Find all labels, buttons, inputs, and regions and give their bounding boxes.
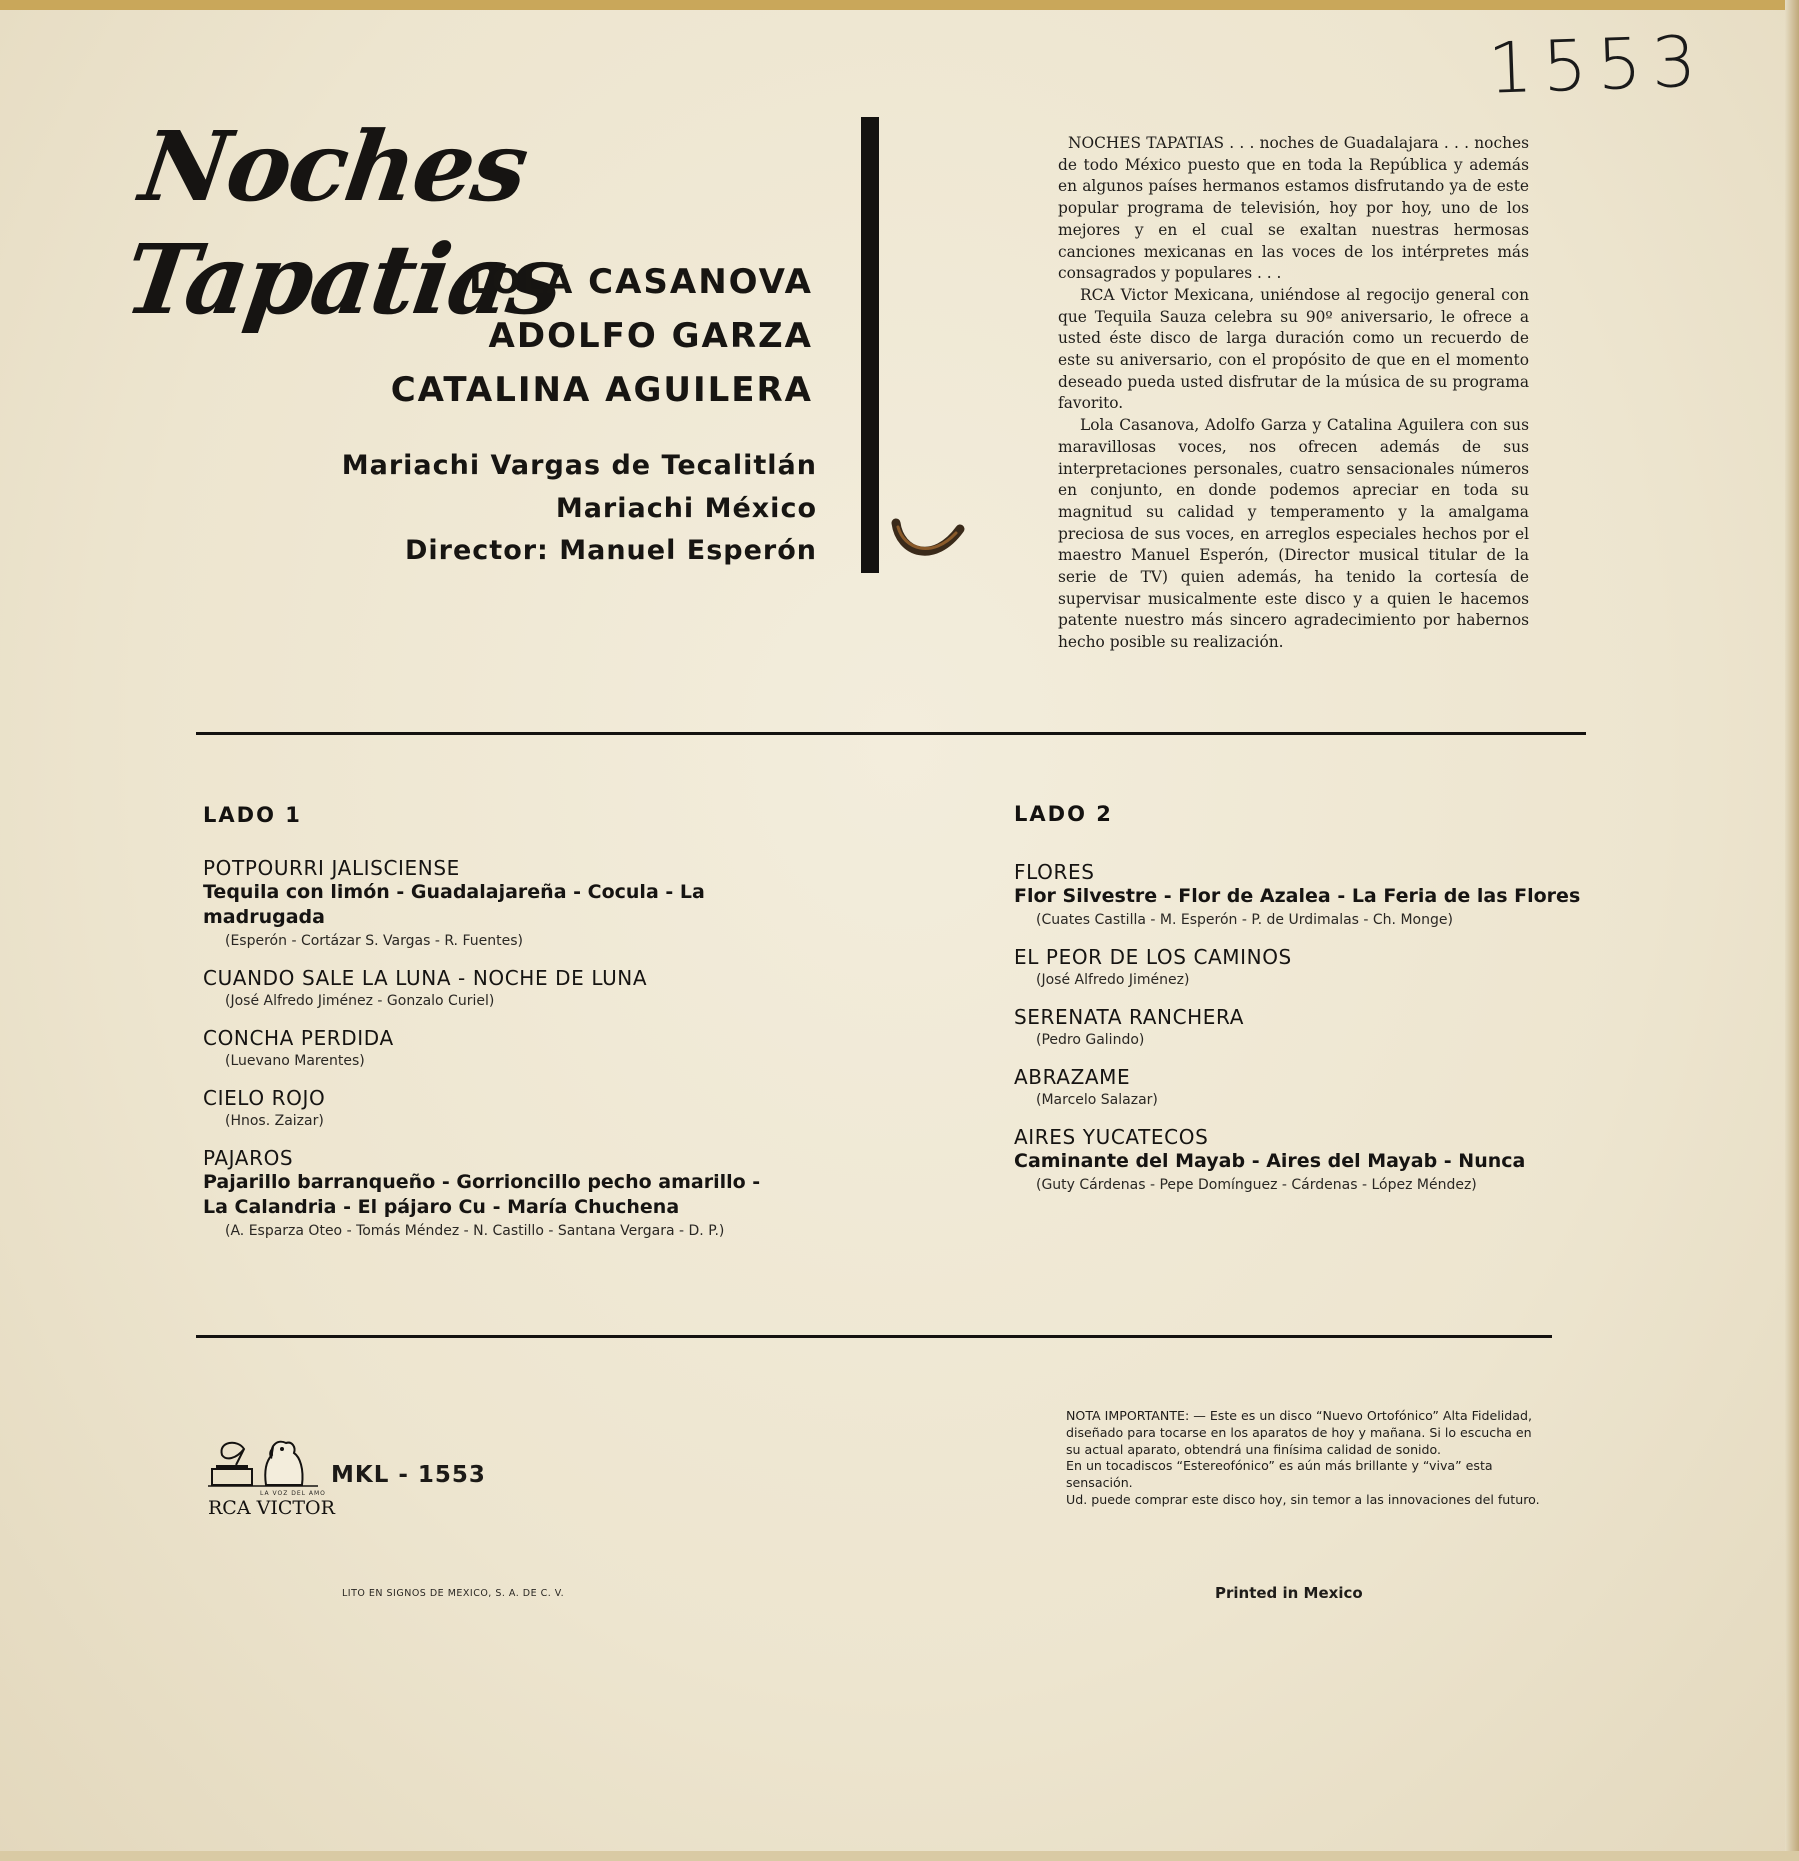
track (203, 856, 823, 952)
artist-2: ADOLFO GARZA (488, 316, 813, 356)
track (1014, 1005, 1614, 1051)
track-composers: (Pedro Galindo) (1036, 1032, 1145, 1048)
track-title: FLORES (1014, 860, 1095, 884)
track-title: ABRAZAME (1014, 1065, 1131, 1089)
album-title: Noches Tapatias (118, 110, 569, 336)
track-title: EL PEOR DE LOS CAMINOS (1014, 945, 1292, 969)
track-songs: Caminante del Mayab - Aires del Mayab - Nunca (1014, 1150, 1526, 1172)
title-divider-bar (861, 117, 879, 573)
credit-mariachi-vargas: Mariachi Vargas de Tecalitlán (341, 450, 817, 481)
track-songs-continued: La Calandria - El pájaro Cu - María Chuchena (203, 1196, 680, 1218)
track-songs: Pajarillo barranqueño - Gorrioncillo pecho amarillo - (203, 1171, 761, 1193)
side-1-heading: LADO 1 (203, 803, 302, 827)
track-title: SERENATA RANCHERA (1014, 1005, 1244, 1029)
track-composers: (José Alfredo Jiménez - Gonzalo Curiel) (225, 993, 495, 1009)
track-composers: (Guty Cárdenas - Pepe Domínguez - Cárdenas - López Méndez) (1036, 1177, 1477, 1193)
printer-credit: LITO EN SIGNOS DE MEXICO, S. A. DE C. V. (342, 1588, 565, 1599)
track-title: AIRES YUCATECOS (1014, 1125, 1209, 1149)
track-songs: Tequila con limón - Guadalajareña - Cocula - La madrugada (203, 881, 705, 928)
track-composers: (Cuates Castilla - M. Esperón - P. de Urdimalas - Ch. Monge) (1036, 912, 1453, 928)
track-composers: (José Alfredo Jiménez) (1036, 972, 1190, 988)
nota-line-1: NOTA IMPORTANTE: — Este es un disco “Nuevo Ortofónico” Alta Fidelidad, diseñado para tocarse en los aparatos de hoy y mañana. Si lo escucha en su actual aparato, obtendrá una finísima calidad de sonido. (1066, 1408, 1532, 1457)
printed-in-mexico: Printed in Mexico (1215, 1584, 1363, 1602)
track (203, 966, 823, 1012)
track (1014, 1065, 1614, 1111)
track-title: CONCHA PERDIDA (203, 1026, 394, 1050)
track-title: CIELO ROJO (203, 1086, 326, 1110)
track-composers: (Esperón - Cortázar S. Vargas - R. Fuentes) (225, 933, 523, 949)
track (1014, 860, 1614, 931)
credit-director: Director: Manuel Esperón (404, 535, 817, 566)
handwritten-catalog-number: 1553 (1486, 20, 1708, 110)
track (203, 1086, 823, 1132)
logo-brand: RCA VICTOR (208, 1497, 335, 1519)
track-composers: (Hnos. Zaizar) (225, 1113, 324, 1129)
logo-motto: LA VOZ DEL AMO (260, 1490, 326, 1497)
cover-right-edge (1785, 0, 1799, 1861)
track-title: POTPOURRI JALISCIENSE (203, 856, 460, 880)
track (1014, 945, 1614, 991)
track-title: PAJAROS (203, 1146, 294, 1170)
liner-notes (1058, 133, 1529, 654)
side-2-heading: LADO 2 (1014, 802, 1113, 826)
track-title: CUANDO SALE LA LUNA - NOCHE DE LUNA (203, 966, 648, 990)
cover-bottom-edge (0, 1851, 1799, 1861)
nota-line-3: Ud. puede comprar este disco hoy, sin temor a las innovaciones del futuro. (1066, 1491, 1540, 1507)
nota-importante (1066, 1408, 1542, 1509)
nota-line-2: En un tocadiscos “Estereofónico” es aún más brillante y “viva” esta sensación. (1066, 1458, 1493, 1491)
track (203, 1026, 823, 1072)
side-2-tracklist (1014, 860, 1614, 1210)
credit-mariachi-mexico: Mariachi México (555, 493, 817, 524)
liner-paragraph-2: RCA Victor Mexicana, uniéndose al regocijo general con que Tequila Sauza celebra su 90º aniversario, le ofrece a usted éste disco de larga duración como un recuerdo de este su aniversario, con el propósito de que en el momento deseado pueda usted disfrutar de la música de su programa favorito. (1058, 285, 1529, 413)
liner-paragraph-3: Lola Casanova, Adolfo Garza y Catalina Aguilera con sus maravillosas voces, nos ofrecen además de sus interpretaciones personales, cuatro sensacionales números en conjunto, en donde podemos apreciar en toda su magnitud su calidad y temperamento y la amalgama preciosa de sus voces, en arreglos especiales hechos por el maestro Manuel Esperón, (Director musical titular de la serie de TV) quien además, ha tenido la cortesía de supervisar musicalmente este disco y a quien le hacemos patente nuestro más sincero agradecimiento por habernos hecho posible su realización. (1058, 416, 1529, 652)
track (1014, 1125, 1614, 1196)
track-composers: (Luevano Marentes) (225, 1053, 365, 1069)
artist-3: CATALINA AGUILERA (390, 370, 813, 410)
artist-1: LOLA CASANOVA (468, 262, 813, 302)
track-composers: (A. Esparza Oteo - Tomás Méndez - N. Castillo - Santana Vergara - D. P.) (225, 1223, 725, 1239)
cover-top-edge (0, 0, 1799, 10)
tracklist-bottom-rule (196, 1335, 1552, 1338)
track-songs: Flor Silvestre - Flor de Azalea - La Feria de las Flores (1014, 885, 1581, 907)
tape-stain-mark (890, 505, 970, 575)
side-1-tracklist (203, 856, 823, 1256)
track-composers: (Marcelo Salazar) (1036, 1092, 1158, 1108)
rca-victor-logo (208, 1435, 335, 1519)
liner-paragraph-1: NOCHES TAPATIAS . . . noches de Guadalajara . . . noches de todo México puesto que en toda la República y además en algunos países hermanos estamos disfrutando ya de este popular programa de televisión, hoy por hoy, uno de los mejores y en el cual se exaltan nuestras hermosas canciones mexicanas en las voces de los intérpretes más consagrados y populares . . . (1058, 134, 1529, 283)
track (203, 1146, 823, 1242)
tracklist-top-rule (196, 732, 1586, 735)
nipper-gramophone-icon (208, 1435, 318, 1489)
catalog-number: MKL - 1553 (331, 1462, 486, 1488)
